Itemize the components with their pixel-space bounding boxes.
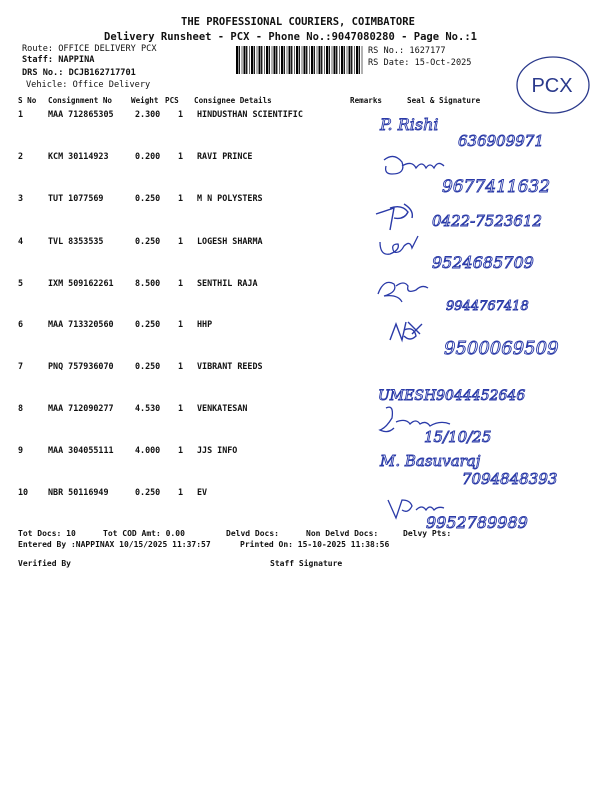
table-row (18, 278, 358, 290)
barcode-bar (239, 46, 240, 74)
col-sno: S No (18, 96, 37, 105)
route-label: Route: OFFICE DELIVERY PCX (22, 44, 157, 54)
barcode-bar (294, 46, 295, 74)
row-weight: 8.500 (135, 278, 161, 288)
barcode-bar (242, 46, 243, 74)
barcode-bar (246, 46, 247, 74)
row-consignee: SENTHIL RAJA (197, 278, 258, 288)
handwritten-signatures (370, 108, 595, 540)
barcode-bar (264, 46, 265, 74)
row-consignment-no: PNQ 757936070 (48, 361, 114, 371)
row-pcs: 1 (178, 487, 184, 497)
row-consignee: JJS INFO (197, 445, 238, 455)
barcode-bar (332, 46, 333, 74)
staff-label: Staff: NAPPINA (22, 55, 95, 65)
row-sno: 3 (18, 193, 24, 203)
barcode-bar (274, 46, 276, 74)
table-row (18, 151, 358, 163)
row-consignment-no: NBR 50116949 (48, 487, 109, 497)
row-consignment-no: MAA 713320560 (48, 319, 114, 329)
barcode-bar (276, 46, 277, 74)
row-consignment-no: MAA 712090277 (48, 403, 114, 413)
table-row (18, 445, 358, 457)
staff-signature: Staff Signature (270, 559, 343, 568)
non-delvd-docs: Non Delvd Docs: (306, 529, 379, 538)
tot-docs: Tot Docs: 10 (18, 529, 76, 538)
hw-phone-4: 9524685709 (432, 253, 534, 272)
entered-by: Entered By :NAPPINAX 10/15/2025 11:37:57 (18, 540, 211, 549)
barcode-bar (272, 46, 273, 74)
hw-phone-3: 0422-7523612 (432, 212, 543, 230)
row-weight: 0.250 (135, 361, 161, 371)
hw-name-basuvaraj: M. Basuvaraj (380, 452, 481, 470)
row-weight: 0.250 (135, 193, 161, 203)
col-seal: Seal & Signature (407, 96, 481, 105)
row-pcs: 1 (178, 319, 184, 329)
row-sno: 8 (18, 403, 24, 413)
hw-name-rishi: P. Rishi (380, 115, 439, 134)
barcode-bar (284, 46, 285, 74)
row-pcs: 1 (178, 151, 184, 161)
barcode-bar (329, 46, 330, 74)
hw-phone-2: 9677411632 (442, 177, 551, 197)
table-row (18, 403, 358, 415)
barcode-bar (302, 46, 303, 74)
barcode-bar (299, 46, 300, 74)
row-weight: 0.250 (135, 319, 161, 329)
row-weight: 0.250 (135, 487, 161, 497)
barcode-bar (321, 46, 322, 74)
table-row (18, 236, 358, 248)
row-consignment-no: KCM 30114923 (48, 151, 109, 161)
row-consignment-no: MAA 712865305 (48, 109, 114, 119)
row-sno: 4 (18, 236, 24, 246)
row-weight: 4.530 (135, 403, 161, 413)
row-pcs: 1 (178, 445, 184, 455)
row-sno: 7 (18, 361, 24, 371)
table-row (18, 487, 358, 499)
barcode-bar (336, 46, 337, 74)
barcode-bar (354, 46, 355, 74)
hw-phone-5: 9944767418 (446, 299, 529, 314)
barcode-bar (257, 46, 258, 74)
row-consignee: VENKATESAN (197, 403, 248, 413)
barcode-bar (356, 46, 358, 74)
rs-number: RS No.: 1627177 (368, 46, 446, 56)
table-row (18, 109, 358, 121)
row-weight: 0.200 (135, 151, 161, 161)
pcx-stamp (514, 54, 592, 116)
barcode-bar (251, 46, 253, 74)
barcode-bar (334, 46, 336, 74)
hw-date: 15/10/25 (424, 428, 492, 446)
barcode-bar (266, 46, 268, 74)
row-sno: 9 (18, 445, 24, 455)
row-pcs: 1 (178, 193, 184, 203)
hw-umesh: UMESH9044452646 (378, 388, 526, 404)
row-sno: 5 (18, 278, 24, 288)
barcode-bar (309, 46, 310, 74)
barcode-bar (324, 46, 325, 74)
barcode-bar (249, 46, 250, 74)
col-pcs: PCS (165, 96, 179, 105)
barcode-bar (319, 46, 321, 74)
row-consignment-no: TUT 1077569 (48, 193, 104, 203)
barcode-bar (281, 46, 283, 74)
barcode-bar (306, 46, 307, 74)
row-pcs: 1 (178, 236, 184, 246)
printed-on: Printed On: 15-10-2025 11:38:56 (240, 540, 390, 549)
barcode-bar (349, 46, 351, 74)
drs-number: DRS No.: DCJB162717701 (22, 68, 136, 78)
row-weight: 2.300 (135, 109, 161, 119)
row-pcs: 1 (178, 109, 184, 119)
verified-by: Verified By (18, 559, 71, 568)
barcode-bar (304, 46, 306, 74)
stamp-text: PCX (531, 75, 573, 97)
barcode-bar (291, 46, 292, 74)
table-row (18, 193, 358, 205)
table-row (18, 319, 358, 331)
row-consignee: VIBRANT REEDS (197, 361, 263, 371)
row-consignee: M N POLYSTERS (197, 193, 263, 203)
barcode-bar (351, 46, 352, 74)
barcode-bar (311, 46, 313, 74)
barcode-bar (347, 46, 348, 74)
hw-phone-1: 636909971 (458, 132, 544, 150)
row-weight: 4.000 (135, 445, 161, 455)
row-consignee: HINDUSTHAN SCIENTIFIC (197, 109, 303, 119)
delvd-docs: Delvd Docs: (226, 529, 279, 538)
barcode-bar (289, 46, 291, 74)
barcode-bar (326, 46, 328, 74)
row-pcs: 1 (178, 403, 184, 413)
barcode-bar (362, 46, 363, 74)
row-consignee: HHP (197, 319, 213, 329)
col-remarks: Remarks (350, 96, 383, 105)
barcode-bar (296, 46, 298, 74)
row-pcs: 1 (178, 361, 184, 371)
barcode-bar (317, 46, 318, 74)
row-consignment-no: IXM 509162261 (48, 278, 114, 288)
row-consignee: EV (197, 487, 208, 497)
barcode-bar (344, 46, 345, 74)
hw-phone-10: 9952789989 (426, 513, 528, 532)
row-sno: 10 (18, 487, 29, 497)
row-consignment-no: TVL 8353535 (48, 236, 104, 246)
barcode-bar (269, 46, 270, 74)
barcode (236, 46, 364, 74)
barcode-bar (279, 46, 280, 74)
vehicle-label: Vehicle: Office Delivery (26, 80, 151, 90)
barcode-bar (341, 46, 343, 74)
runsheet-title: Delivery Runsheet - PCX - Phone No.:9047080280 - Page No.:1 (104, 31, 477, 43)
row-sno: 2 (18, 151, 24, 161)
barcode-bar (254, 46, 255, 74)
company-name: THE PROFESSIONAL COURIERS, COIMBATORE (181, 16, 415, 28)
row-consignee: RAVI PRINCE (197, 151, 253, 161)
table-row (18, 361, 358, 373)
barcode-bar (287, 46, 288, 74)
barcode-bar (359, 46, 360, 74)
barcode-bar (259, 46, 261, 74)
row-sno: 6 (18, 319, 24, 329)
row-sno: 1 (18, 109, 24, 119)
rs-date: RS Date: 15-Oct-2025 (368, 58, 472, 68)
tot-cod: Tot COD Amt: 0.00 (103, 529, 185, 538)
hw-phone-6: 9500069509 (444, 338, 559, 359)
delvy-pts: Delvy Pts: (403, 529, 452, 538)
row-consignee: LOGESH SHARMA (197, 236, 263, 246)
barcode-bar (236, 46, 238, 74)
row-consignment-no: MAA 304055111 (48, 445, 114, 455)
col-consignee: Consignee Details (194, 96, 272, 105)
barcode-bar (261, 46, 262, 74)
barcode-bar (339, 46, 340, 74)
barcode-bar (244, 46, 246, 74)
row-weight: 0.250 (135, 236, 161, 246)
col-consignment: Consignment No (48, 96, 113, 105)
col-weight: Weight (131, 96, 159, 105)
hw-phone-9: 7094848393 (462, 470, 558, 488)
row-pcs: 1 (178, 278, 184, 288)
barcode-bar (314, 46, 315, 74)
